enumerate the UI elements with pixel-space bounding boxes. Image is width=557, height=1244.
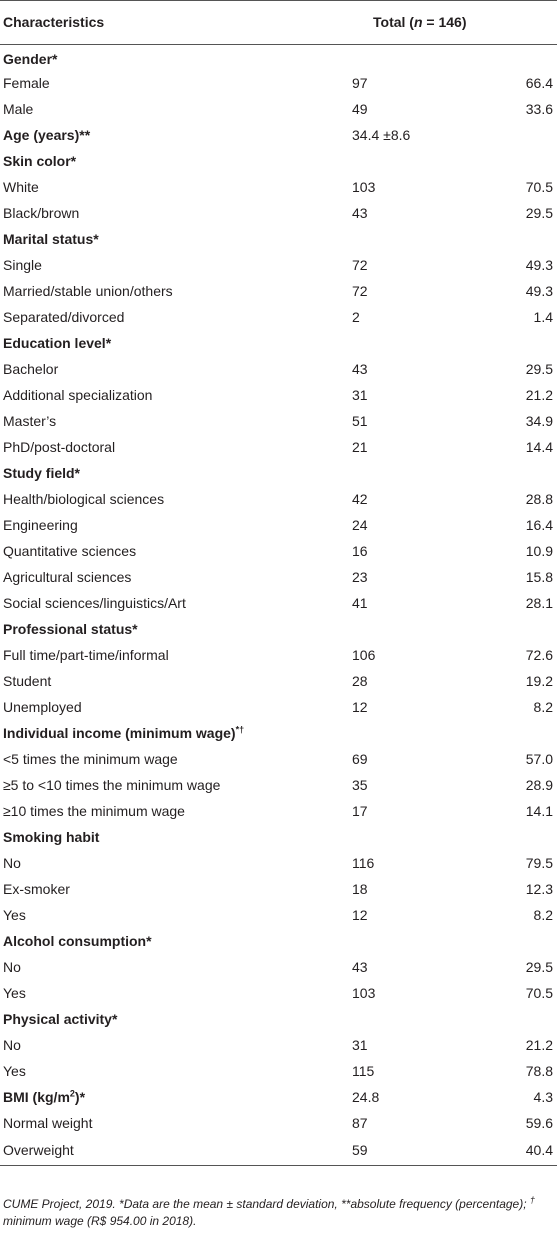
count-cell: 34.4 ±8.6 [352,127,411,143]
count-cell: 43 [352,959,368,975]
percentage-cell: 8.2 [533,907,554,923]
table-row [0,1111,557,1137]
row-label [0,1137,255,1166]
percentage-cell: 40.4 [425,1137,557,1166]
count-cell [255,1007,425,1033]
section-row [0,331,557,357]
label-text: Age (years)** [3,127,91,143]
percentage-cell: 21.2 [525,387,554,403]
section-label [0,617,255,643]
header-total [255,1,557,45]
count-cell: 28 [352,673,368,689]
count-cell: 16 [352,543,368,559]
percentage-cell: 14.4 [525,439,554,455]
label-text: ≥5 to <10 times the minimum wage [3,777,221,793]
row-label [0,435,255,461]
table-row [0,409,557,435]
percentage-cell: 1.4 [533,309,554,325]
section-label [0,825,255,851]
count-cell: 2 [352,309,360,325]
table-row [0,981,557,1007]
row-label [0,565,255,591]
row-label [0,981,255,1007]
header-characteristics: Characteristics [0,1,255,45]
row-label [0,1111,255,1137]
count-cell: 43 [352,205,368,221]
percentage-cell: 33.6 [525,101,554,117]
table-row [0,903,557,929]
count-cell: 12 [352,907,368,923]
section-label [0,929,255,955]
section-row [0,123,557,149]
table-row [0,877,557,903]
count-cell [255,461,425,487]
label-text-after: )* [74,1089,86,1105]
table-row [0,71,557,97]
count-cell: 31 [352,387,368,403]
percentage-cell: 34.9 [525,413,554,429]
row-label [0,903,255,929]
count-cell: 106 [352,647,376,663]
table-row [0,97,557,123]
count-cell [255,825,425,851]
row-label [0,487,255,513]
percentage-cell: 72.6 [525,647,554,663]
table-row [0,773,557,799]
section-label [0,227,255,253]
count-cell: 103 [352,179,376,195]
section-row [0,461,557,487]
percentage-cell: 49.3 [525,257,554,273]
table-row [0,565,557,591]
count-cell: 87 [352,1115,368,1131]
footnote-dagger: † [529,1195,535,1205]
section-row [0,929,557,955]
row-label [0,955,255,981]
row-label [0,513,255,539]
percentage-cell: 19.2 [525,673,554,689]
percentage-cell: 14.1 [525,803,554,819]
percentage-cell: 16.4 [525,517,554,533]
label-text: Social sciences/linguistics/Art [3,595,186,611]
label-superscript: *† [235,724,245,735]
count-cell [255,227,425,253]
percentage-cell: 78.8 [525,1063,554,1079]
section-label [0,45,255,71]
count-cell [255,721,425,747]
label-text: Full time/part-time/informal [3,647,169,663]
percentage-cell [425,825,557,851]
row-label [0,877,255,903]
count-cell: 35 [352,777,368,793]
count-cell: 21 [352,439,368,455]
label-text: Male [3,101,34,117]
section-row [0,227,557,253]
count-cell: 31 [352,1037,368,1053]
table-row [0,643,557,669]
percentage-cell: 10.9 [525,543,554,559]
label-text: Marital status* [3,231,99,247]
table-row [0,305,557,331]
section-row [0,149,557,175]
table-header-row [0,1,557,45]
label-text: <5 times the minimum wage [3,751,178,767]
label-text: PhD/post-doctoral [3,439,116,455]
label-text: Quantitative sciences [3,543,137,559]
label-text: Normal weight [3,1115,93,1131]
label-text: No [3,959,21,975]
table-body [0,45,557,1166]
section-label [0,1007,255,1033]
section-row [0,1085,557,1111]
table-row [0,1059,557,1085]
row-label [0,201,255,227]
percentage-cell: 8.2 [533,699,554,715]
percentage-cell: 29.5 [525,959,554,975]
table-row [0,747,557,773]
label-text: Married/stable union/others [3,283,173,299]
table-row [0,357,557,383]
footnote-text-2: minimum wage (R$ 954.00 in 2018). [3,1214,197,1228]
row-label [0,357,255,383]
label-text: No [3,855,21,871]
count-cell: 97 [352,75,368,91]
count-cell: 72 [352,283,368,299]
section-label [0,149,255,175]
percentage-cell [425,227,557,253]
table-row [0,955,557,981]
count-cell [255,149,425,175]
label-text: Yes [3,907,26,923]
label-text: Yes [3,1063,26,1079]
count-cell: 69 [352,751,368,767]
label-text: Alcohol consumption* [3,933,152,949]
label-text: Unemployed [3,699,82,715]
table-row [0,175,557,201]
label-text: Health/biological sciences [3,491,165,507]
count-cell: 116 [352,855,375,871]
percentage-cell [425,331,557,357]
percentage-cell [425,1007,557,1033]
label-text: Overweight [3,1142,74,1159]
row-label [0,591,255,617]
label-text: Study field* [3,465,81,481]
label-text: Bachelor [3,361,59,377]
count-cell: 49 [352,101,368,117]
table-row [0,669,557,695]
row-label [0,539,255,565]
table-row [0,201,557,227]
table-row [0,539,557,565]
section-label [0,1085,255,1111]
section-row [0,617,557,643]
label-text: ≥10 times the minimum wage [3,803,185,819]
label-text: Gender* [3,50,58,67]
label-text: No [3,1037,21,1053]
percentage-cell: 21.2 [525,1037,554,1053]
percentage-cell: 28.8 [525,491,554,507]
count-cell: 12 [352,699,368,715]
table-row [0,1033,557,1059]
count-cell: 18 [352,881,368,897]
row-label [0,71,255,97]
count-cell: 24.8 [352,1089,380,1105]
section-label [0,331,255,357]
percentage-cell [425,461,557,487]
count-cell [255,331,425,357]
table-footnote [3,1196,555,1230]
label-superscript: 2 [69,1088,75,1099]
label-text: Physical activity* [3,1011,118,1027]
percentage-cell: 57.0 [525,751,554,767]
row-label [0,747,255,773]
label-text: Ex-smoker [3,881,70,897]
row-label [0,669,255,695]
count-cell: 43 [352,361,368,377]
label-text: Single [3,257,42,273]
table-row [0,487,557,513]
percentage-cell: 66.4 [525,75,554,91]
count-cell: 41 [352,595,368,611]
row-label [0,383,255,409]
row-label [0,1059,255,1085]
count-cell: 51 [352,413,368,429]
percentage-cell: 12.3 [525,881,554,897]
row-label [0,253,255,279]
header-total-prefix: Total ( [373,14,414,30]
section-label [0,461,255,487]
count-cell: 17 [352,803,368,819]
table-row [0,799,557,825]
count-cell [255,617,425,643]
table-row [0,1137,557,1166]
label-text: Professional status* [3,621,138,637]
label-text: Yes [3,985,26,1001]
label-text: Smoking habit [3,829,100,845]
section-row [0,721,557,747]
percentage-cell: 70.5 [525,985,554,1001]
table-row [0,851,557,877]
row-label [0,409,255,435]
count-cell: 72 [352,257,368,273]
label-text: Additional specialization [3,387,153,403]
section-label [0,123,255,149]
label-text: Black/brown [3,205,80,221]
row-label [0,175,255,201]
table-row [0,591,557,617]
label-text: BMI (kg/m [3,1089,70,1105]
count-cell: 59 [255,1137,425,1166]
footnote-text-1: CUME Project, 2019. *Data are the mean ± standard deviation, **absolute frequency (percentage); [3,1197,530,1211]
label-text: White [3,179,39,195]
row-label [0,799,255,825]
label-text: Individual income (minimum wage) [3,725,236,741]
table-row [0,383,557,409]
percentage-cell [425,123,557,149]
row-label [0,279,255,305]
percentage-cell [425,929,557,955]
percentage-cell: 28.9 [525,777,554,793]
count-cell: 115 [352,1063,375,1079]
percentage-cell [425,721,557,747]
percentage-cell [425,149,557,175]
percentage-cell: 59.6 [525,1115,554,1131]
percentage-cell: 29.5 [525,361,554,377]
table-row [0,695,557,721]
percentage-cell: 4.3 [533,1089,554,1105]
count-cell [255,929,425,955]
table-row [0,435,557,461]
percentage-cell [425,617,557,643]
label-text: Master’s [3,413,57,429]
count-cell [255,45,425,71]
percentage-cell: 29.5 [525,205,554,221]
row-label [0,851,255,877]
row-label [0,1033,255,1059]
section-row [0,825,557,851]
row-label [0,97,255,123]
section-row [0,45,557,71]
percentage-cell: 49.3 [525,283,554,299]
row-label [0,305,255,331]
section-row [0,1007,557,1033]
label-text: Separated/divorced [3,309,125,325]
percentage-cell: 28.1 [525,595,554,611]
percentage-cell: 70.5 [525,179,554,195]
table-row [0,279,557,305]
label-text: Skin color* [3,153,77,169]
count-cell: 23 [352,569,368,585]
label-text: Female [3,75,50,91]
header-total-n: n [413,14,423,30]
percentage-cell: 79.5 [525,855,554,871]
section-label [0,721,255,747]
row-label [0,695,255,721]
header-total-suffix: = 146) [422,14,467,30]
table-row [0,253,557,279]
percentage-cell [425,45,557,71]
count-cell: 24 [352,517,368,533]
label-text: Agricultural sciences [3,569,132,585]
row-label [0,643,255,669]
table-row [0,513,557,539]
percentage-cell: 15.8 [525,569,554,585]
label-text: Engineering [3,517,78,533]
row-label [0,773,255,799]
count-cell: 103 [352,985,376,1001]
label-text: Student [3,673,52,689]
label-text: Education level* [3,335,112,351]
count-cell: 42 [352,491,368,507]
